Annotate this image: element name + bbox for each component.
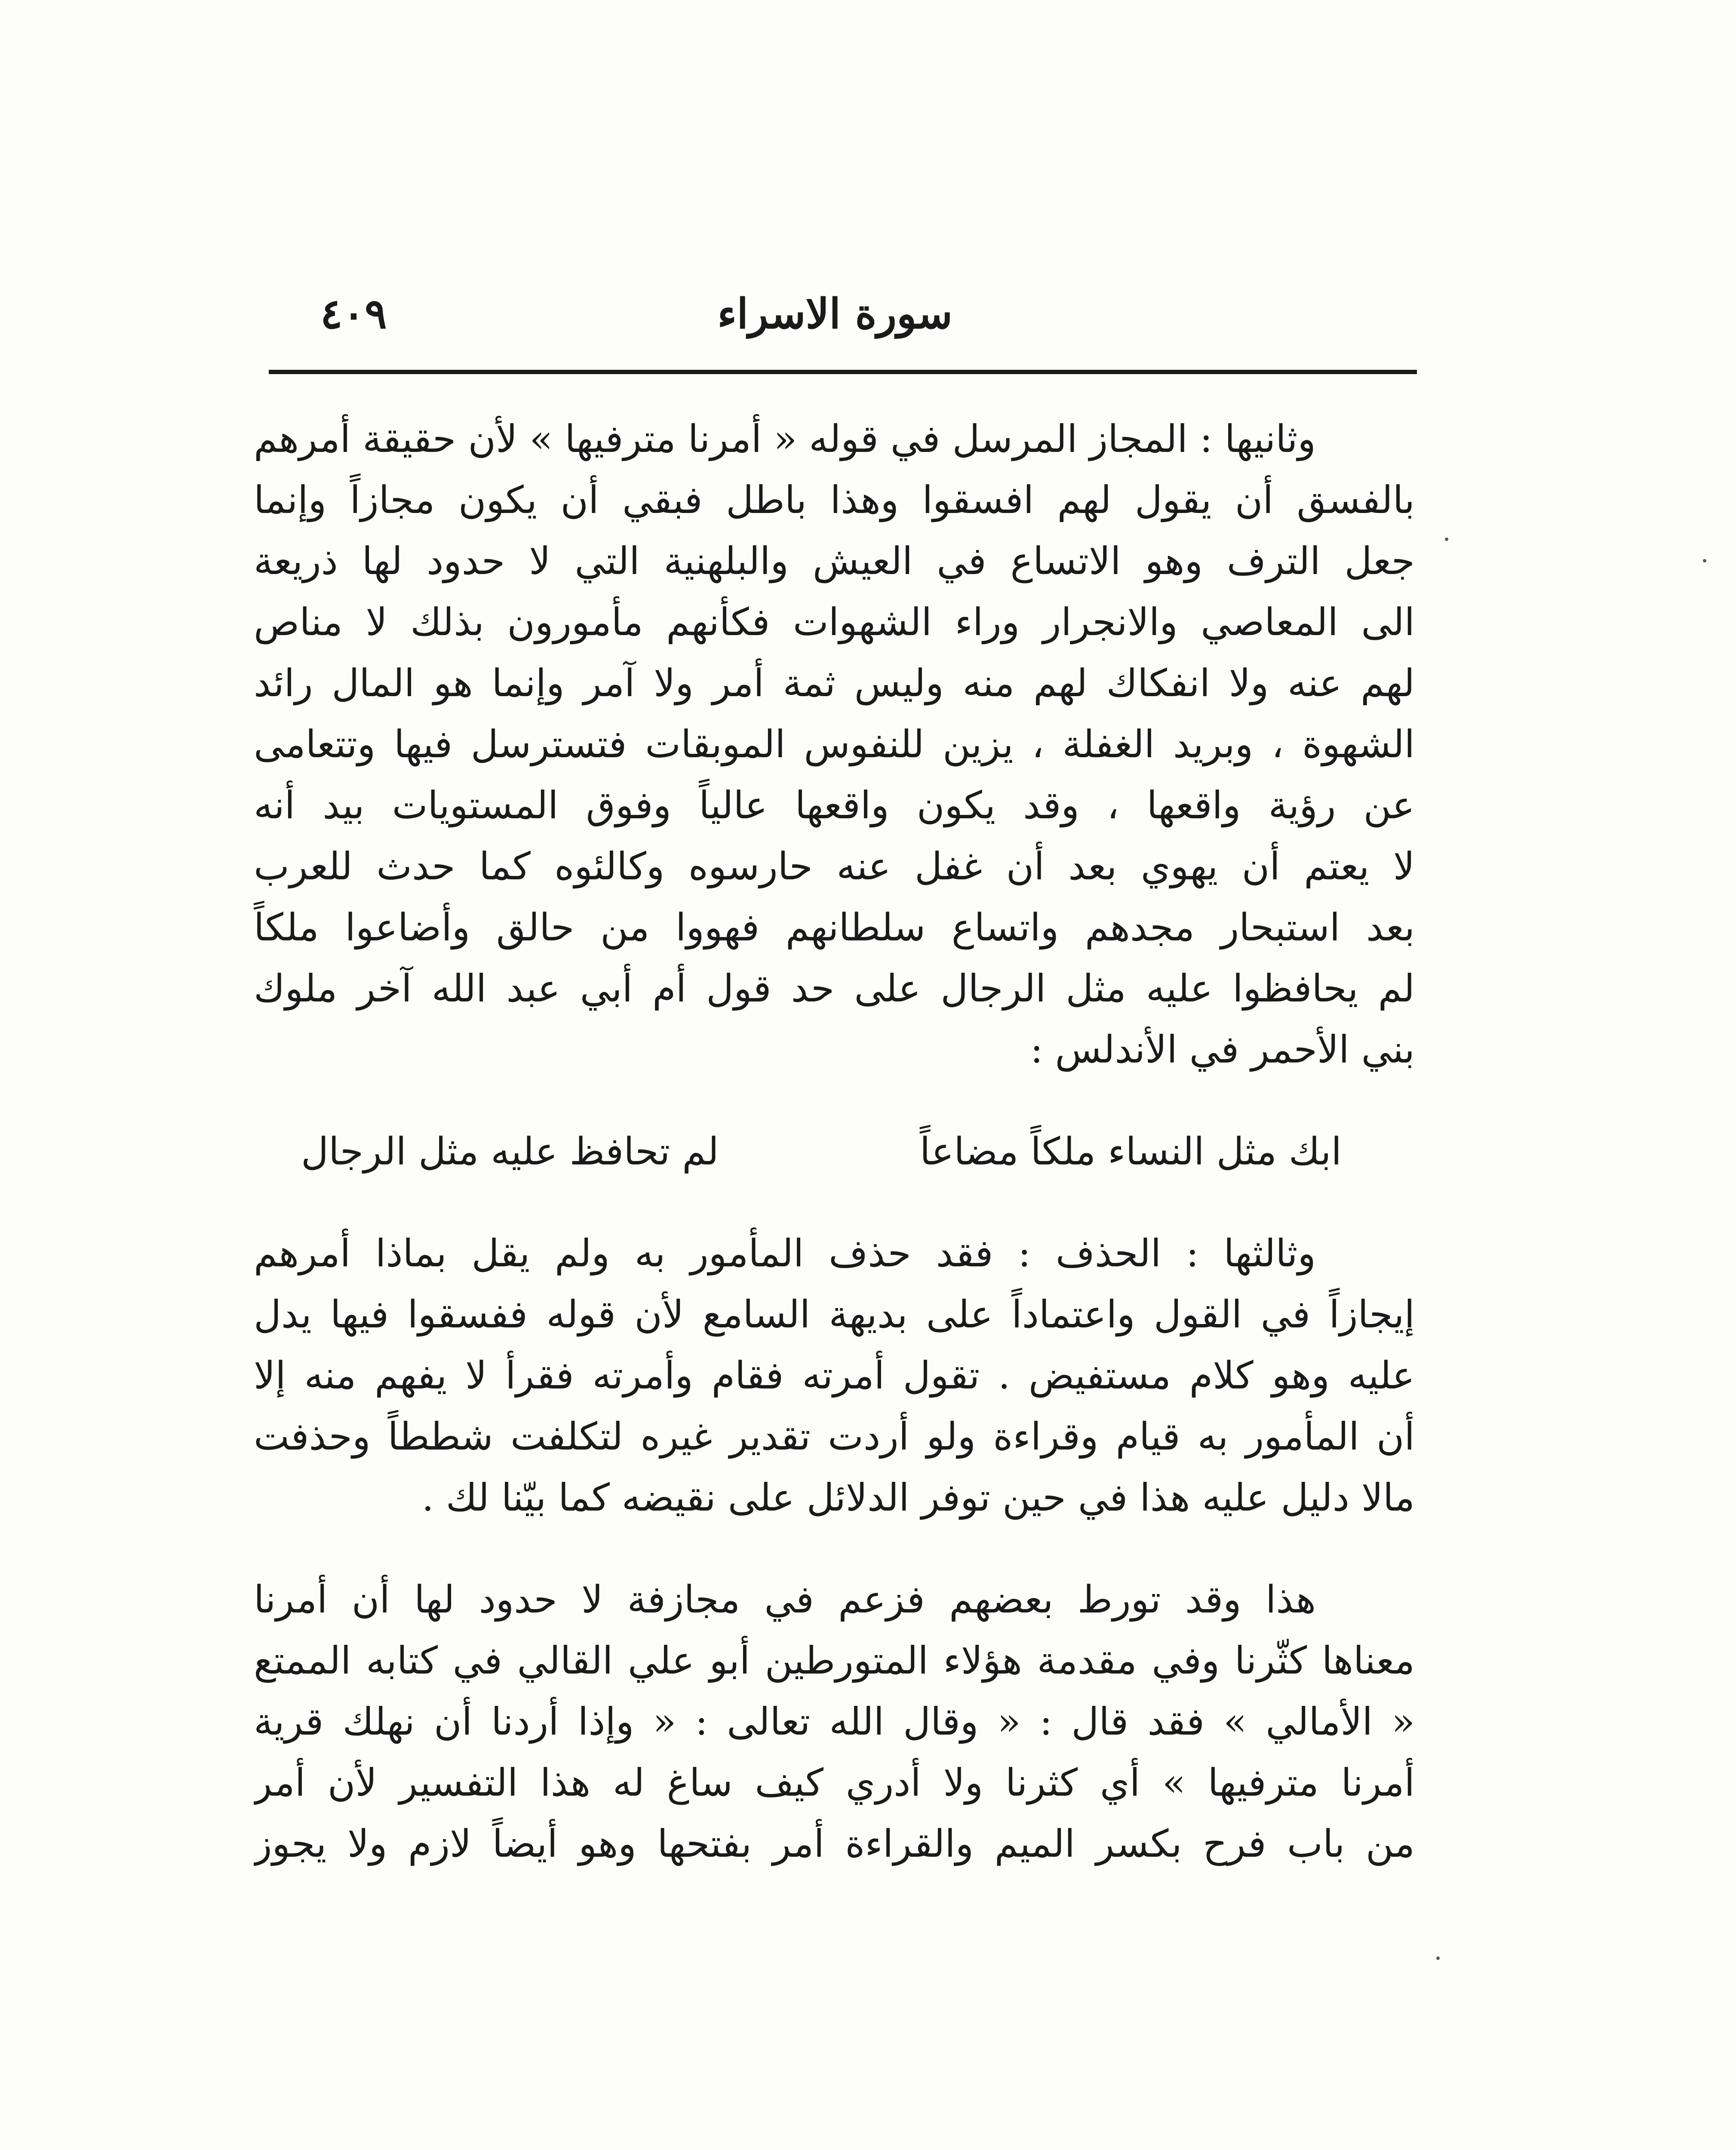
text-line: مالا دليل عليه هذا في حين توفر الدلائل على نقيضه كما بيّنا لك . (421, 1475, 1415, 1520)
text-line: أن المأمور به قيام وقراءة ولو أردت تقدير غيره لتكلفت شططاً وحذفت (254, 1414, 1415, 1459)
scan-speck (1445, 538, 1448, 541)
page-header (269, 275, 1417, 348)
text-line: لم يحافظوا عليه مثل الرجال على حد قول أم أبي عبد الله آخر ملوك (254, 966, 1415, 1010)
scan-speck (1703, 559, 1706, 562)
text-line: بالفسق أن يقول لهم افسقوا وهذا باطل فبقي أن يكون مجازاً وإنما (254, 478, 1415, 522)
text-line: الشهوة ، وبريد الغفلة ، يزين للنفوس الموبقات فتسترسل فيها وتتعامى (254, 722, 1415, 766)
page-body (254, 408, 1415, 1874)
text-line: إيجازاً في القول واعتماداً على بديهة السامع لأن قوله ففسقوا فيها يدل (254, 1292, 1415, 1336)
text-line: من باب فرح بكسر الميم والقراءة أمر بفتحها وهو أيضاً لازم ولا يجوز (254, 1821, 1415, 1866)
text-line: بني الأحمر في الأندلس : (1030, 1027, 1415, 1072)
text-line: الى المعاصي والانجرار وراء الشهوات فكأنهم مأمورون بذلك لا مناص (254, 600, 1415, 644)
text-line: عليه وهو كلام مستفيض . تقول أمرته فقام وأمرته فقرأ لا يفهم منه إلا (254, 1353, 1415, 1398)
text-line: بعد استبحار مجدهم واتساع سلطانهم فهووا من حالق وأضاعوا ملكاً (254, 905, 1415, 949)
text-line: وثالثها : الحذف : فقد حذف المأمور به ولم يقل بماذا أمرهم (254, 1231, 1316, 1275)
text-line: عن رؤية واقعها ، وقد يكون واقعها عالياً وفوق المستويات بيد أنه (254, 783, 1415, 827)
header-rule (269, 370, 1417, 374)
text-line: لهم عنه ولا انفكاك لهم منه وليس ثمة أمر ولا آمر وإنما هو المال رائد (254, 661, 1415, 705)
verse-first-hemistich: ابك مثل النساء ملكاً مضاعاً (919, 1129, 1342, 1173)
text-line: هذا وقد تورط بعضهم فزعم في مجازفة لا حدود لها أن أمرنا (254, 1577, 1316, 1622)
text-line: أمرنا مترفيها » أي كثرنا ولا أدري كيف ساغ له هذا التفسير لأن أمر (254, 1760, 1415, 1805)
text-line: جعل الترف وهو الاتساع في العيش والبلهنية التي لا حدود لها ذريعة (254, 539, 1415, 583)
page-number: ٤٠٩ (320, 289, 387, 338)
running-title: سورة الاسراء (717, 289, 952, 338)
scan-speck (1436, 1956, 1440, 1960)
text-line: معناها كثّرنا وفي مقدمة هؤلاء المتورطين أبو علي القالي في كتابه الممتع (254, 1638, 1415, 1683)
text-line: « الأمالي » فقد قال : « وقال الله تعالى : « وإذا أردنا أن نهلك قرية (254, 1699, 1415, 1744)
poetry-verse (254, 1121, 1415, 1182)
paragraph-qali-critique (254, 1569, 1415, 1874)
paragraph-majaz-mursal (254, 408, 1415, 1080)
text-line: لا يعتم أن يهوي بعد أن غفل عنه حارسوه وكالئوه كما حدث للعرب (254, 844, 1415, 888)
text-line: وثانيها : المجاز المرسل في قوله « أمرنا مترفيها » لأن حقيقة أمرهم (254, 417, 1316, 461)
paragraph-hadhf (254, 1223, 1415, 1528)
verse-second-hemistich: لم تحافظ عليه مثل الرجال (301, 1129, 719, 1173)
